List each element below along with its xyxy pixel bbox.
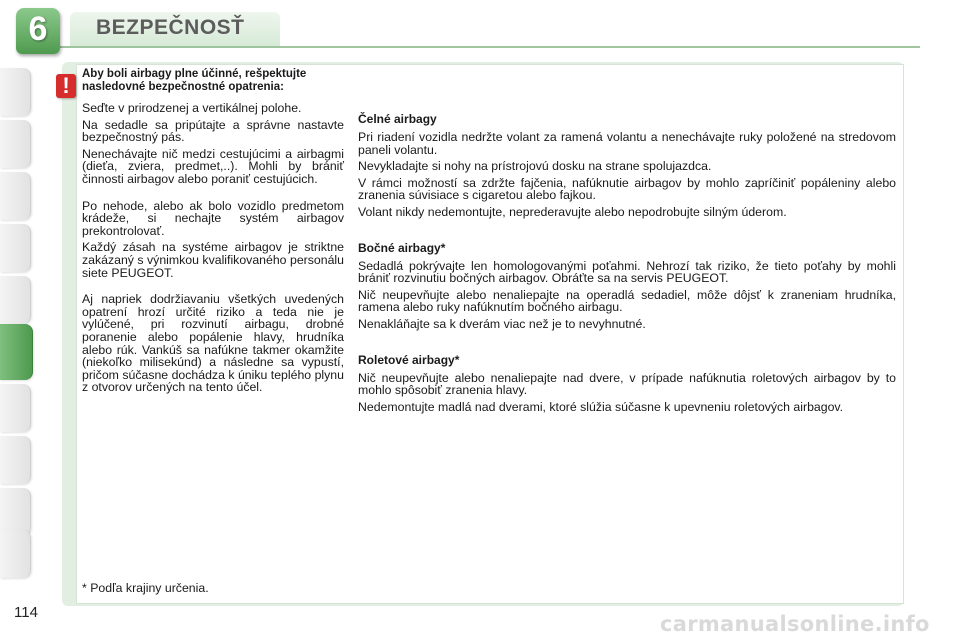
left-paragraph: Aj napriek dodržiavaniu všetkých uvedených opatrení hrozí určité riziko a teda nie je vylúčené, pri rozvinutí airbagu, drobné poranenie alebo popálenie hlavy, hrudníka alebo rúk. Vankúš sa nafúkne takmer okamžite (niekoľko milisekúnd) a následne sa vypustí, pričom súčasne dochádza k úniku teplého plynu z otvorov určených na tento účel.: [82, 292, 344, 395]
page-title: BEZPEČNOSŤ: [96, 16, 245, 39]
page-number: 114: [14, 604, 38, 621]
section-paragraph: Nič neupevňujte alebo nenaliepajte na operadlá sedadiel, môže dôjsť k zraneniam hrudníka, ramena alebo ruky nafúknutím bočného airbagu.: [358, 287, 896, 315]
section-paragraph: Volant nikdy nedemontujte, neprederavujte alebo nepodrobujte silným úderom.: [358, 204, 787, 219]
exclamation-warning-icon: [56, 74, 76, 98]
section-paragraph: Nedemontujte madlá nad dverami, ktoré slúžia súčasne k upevneniu roletových airbagov.: [358, 399, 844, 414]
section-paragraph: Sedadlá pokrývajte len homologovanými poťahmi. Nehrozí tak riziko, že tieto poťahy by mohli brániť rozvinutiu bočných airbagov. Obráťte sa na servis PEUGEOT.: [358, 258, 896, 286]
side-tab[interactable]: [0, 436, 31, 484]
left-paragraph: Každý zásah na systéme airbagov je striktne zakázaný s výnimkou kvalifikovaného personálu siete PEUGEOT.: [82, 240, 344, 280]
left-paragraph: Po nehode, alebo ak bolo vozidlo predmetom krádeže, si nechajte systém airbagov prekontrolovať.: [82, 198, 344, 238]
header-rule: [60, 46, 920, 48]
section-title: Roletové airbagy*: [358, 352, 460, 367]
section-front-airbags: [358, 112, 896, 219]
section-paragraph: V rámci možností sa zdržte fajčenia, nafúknutie airbagov by mohlo zapríčiniť popáleniny alebo zranenia súvisiace s cigaretou alebo fajkou.: [358, 175, 896, 203]
left-paragraph: Na sedadle sa pripútajte a správne nastavte bezpečnostný pás.: [82, 117, 344, 145]
chapter-badge: [16, 8, 60, 54]
side-tab[interactable]: [0, 530, 31, 578]
side-tab[interactable]: [0, 488, 31, 536]
section-paragraph: Nič neupevňujte alebo nenaliepajte nad dvere, v prípade nafúknutia roletových airbagov by to mohlo spôsobiť zranenia hlavy.: [358, 370, 896, 398]
warning-intro: Aby boli airbagy plne účinné, rešpektujte nasledovné bezpečnostné opatrenia:: [82, 68, 307, 93]
section-title: Čelné airbagy: [358, 112, 437, 126]
section-paragraph: Nevykladajte si nohy na prístrojovú dosku na strane spolujazdca.: [358, 159, 712, 174]
section-title: Bočné airbagy*: [358, 240, 446, 255]
side-tab-strip: [0, 68, 34, 578]
left-column: [82, 68, 344, 398]
side-tab[interactable]: [0, 276, 31, 324]
exclamation-glyph: !: [62, 73, 70, 98]
side-tab[interactable]: [0, 384, 31, 432]
left-paragraph: Seďte v prirodzenej a vertikálnej polohe.: [82, 101, 302, 115]
section-paragraph: Nenakláňajte sa k dverám viac než je to nevyhnutné.: [358, 316, 646, 331]
watermark: carmanualsonline.info: [660, 612, 930, 636]
chapter-number: 6: [28, 10, 48, 48]
side-tab[interactable]: [0, 120, 31, 168]
side-tab[interactable]: [0, 172, 31, 220]
section-side-airbags: [358, 241, 896, 331]
section-paragraph: Pri riadení vozidla nedržte volant za ramená volantu a nenechávajte ruky položené na stredovom paneli volantu.: [358, 130, 896, 157]
section-curtain-airbags: [358, 353, 896, 414]
footnote: * Podľa krajiny určenia.: [82, 581, 209, 595]
side-tab-active[interactable]: [0, 324, 33, 380]
left-paragraph: Nenechávajte nič medzi cestujúcimi a airbagmi (dieťa, zviera, predmet,..). Mohli by brániť činnosti airbagov alebo poraniť cestujúcich.: [82, 146, 344, 186]
side-tab[interactable]: [0, 224, 31, 272]
right-column: [358, 112, 896, 417]
side-tab[interactable]: [0, 68, 31, 116]
